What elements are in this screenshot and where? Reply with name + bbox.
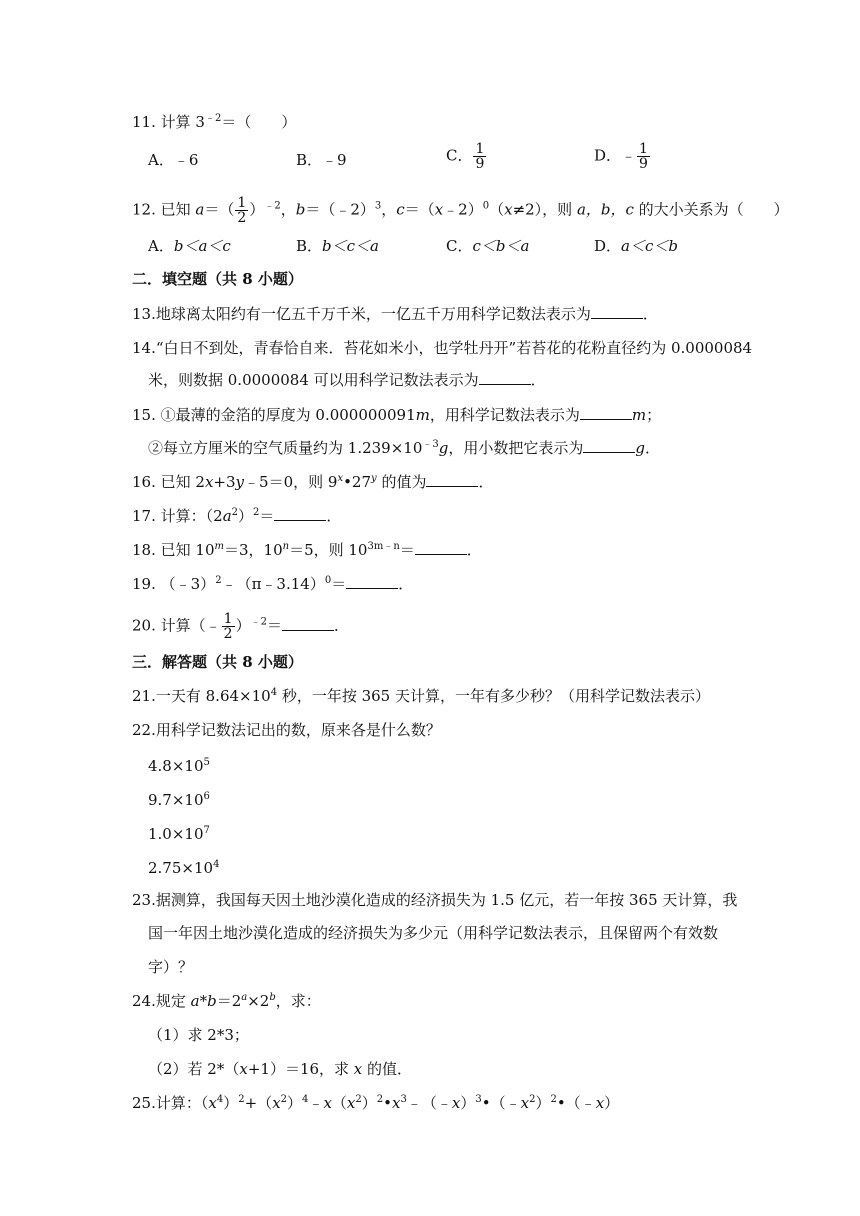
question-24: 24.规定 $a*b=2^a\times 2^b$，求： [132, 992, 321, 1010]
answer-blank [274, 508, 326, 521]
fraction: $\frac{1}{2}$ [237, 195, 247, 226]
question-23-line-2: 国一年因土地沙漠化造成的经济损失为多少元（用科学记数法表示，且保留两个有效数 [148, 924, 719, 942]
fraction: $\frac{1}{9}$ [639, 141, 648, 172]
option-c: C． $\frac{1}{9}$ [446, 141, 485, 172]
question-stem: 计算 $3^{﹣2}=$（ ） [160, 113, 297, 131]
list-item: $2.75\times 10^4$ [148, 859, 220, 877]
answer-blank [479, 372, 531, 385]
answer-blank [583, 440, 635, 453]
option-a: A．b＜a＜c [148, 237, 231, 255]
question-23-line-3: 字）？ [148, 958, 194, 976]
question-14: 14.“白日不到处，青春恰自来．苔花如米小，也学牡丹开”若苔花的花粉直径约为 0.0000084 [132, 339, 753, 357]
question-13: 13.地球离太阳约有一亿五千万千米，一亿五千万用科学记数法表示为 ． [132, 305, 658, 323]
question-24-part-1: （1）求 2*3； [148, 1026, 249, 1044]
option-d: D．a＜c＜b [594, 237, 678, 255]
fraction: $\frac{1}{2}$ [223, 611, 233, 642]
question-23: 23.据测算，我国每天因土地沙漠化造成的经济损失为 1.5 亿元，若一年按 365 天计算，我 [132, 891, 738, 909]
option-b: B．﹣9 [296, 151, 347, 169]
question-25: 25.计算：$(x^4)^2+(x^2)^4﹣x(x^2)^2•x^3﹣(﹣x)^3•(﹣x^2)^2•(﹣x)$ [132, 1094, 620, 1112]
fraction: $\frac{1}{9}$ [475, 141, 485, 172]
answer-blank [591, 306, 643, 319]
question-16: 16. 已知 2x+3y﹣5＝0，则 9$^x$•27$^y$ 的值为 ． [132, 473, 494, 491]
question-24-part-2: （2）若 2*（x+1）＝16，求 x 的值． [148, 1060, 413, 1078]
section-heading-answers: 三．解答题（共 8 小题） [132, 653, 303, 671]
question-20: 20. 计算（﹣ $\frac{1}{2}$ ）$^{﹣2}$＝ ． [132, 611, 349, 642]
question-15-part-2: ②每立方厘米的空气质量约为 $1.239\times 10^{﹣3}g$，用小数把它表示为 g． [148, 439, 660, 457]
answer-blank [426, 474, 478, 487]
question-18: 18. 已知 $10^m=3$，$10^n=5$，则 $10^{3m﹣n}=$ ． [132, 541, 482, 559]
question-number: 11. [132, 113, 156, 131]
question-21: 21.一天有 $8.64\times 10^4$ 秒，一年按 365 天计算，一年有多少秒？（用科学记数法表示） [132, 687, 710, 705]
answer-blank [580, 407, 632, 420]
option-d: D．﹣ $\frac{1}{9}$ [594, 141, 648, 172]
option-c: C．c＜b＜a [446, 237, 530, 255]
question-19: 19. （﹣3）$^2$﹣（π﹣3.14）$^0$＝ ． [132, 575, 414, 593]
option-a: A．﹣6 [148, 151, 199, 169]
question-12: 12. 已知 a＝（ $\frac{1}{2}$ ）$^{﹣2}$，b＝（﹣2）$^3$，c＝（x﹣2）$^0$（x≠2），则 a，b，c 的大小关系为（ ） [132, 195, 789, 226]
option-b: B．b＜c＜a [296, 237, 379, 255]
answer-blank [415, 542, 467, 555]
question-14-line-2: 米，则数据 0.0000084 可以用科学记数法表示为 ． [148, 371, 546, 389]
list-item: $4.8\times 10^5$ [148, 757, 210, 775]
question-22: 22.用科学记数法记出的数，原来各是什么数？ [132, 721, 441, 739]
question-11 [132, 112, 296, 132]
question-17: 17. 计算：$(2a^2)^2=$ ． [132, 507, 342, 525]
question-15: 15. ①最薄的金箔的厚度为 0.000000091m，用科学记数法表示为 m； [132, 406, 662, 424]
answer-blank [282, 618, 334, 631]
list-item: $9.7\times 10^6$ [148, 791, 210, 809]
answer-blank [346, 576, 398, 589]
list-item: $1.0\times 10^7$ [148, 825, 210, 843]
section-heading-fill-in: 二．填空题（共 8 小题） [132, 270, 303, 288]
